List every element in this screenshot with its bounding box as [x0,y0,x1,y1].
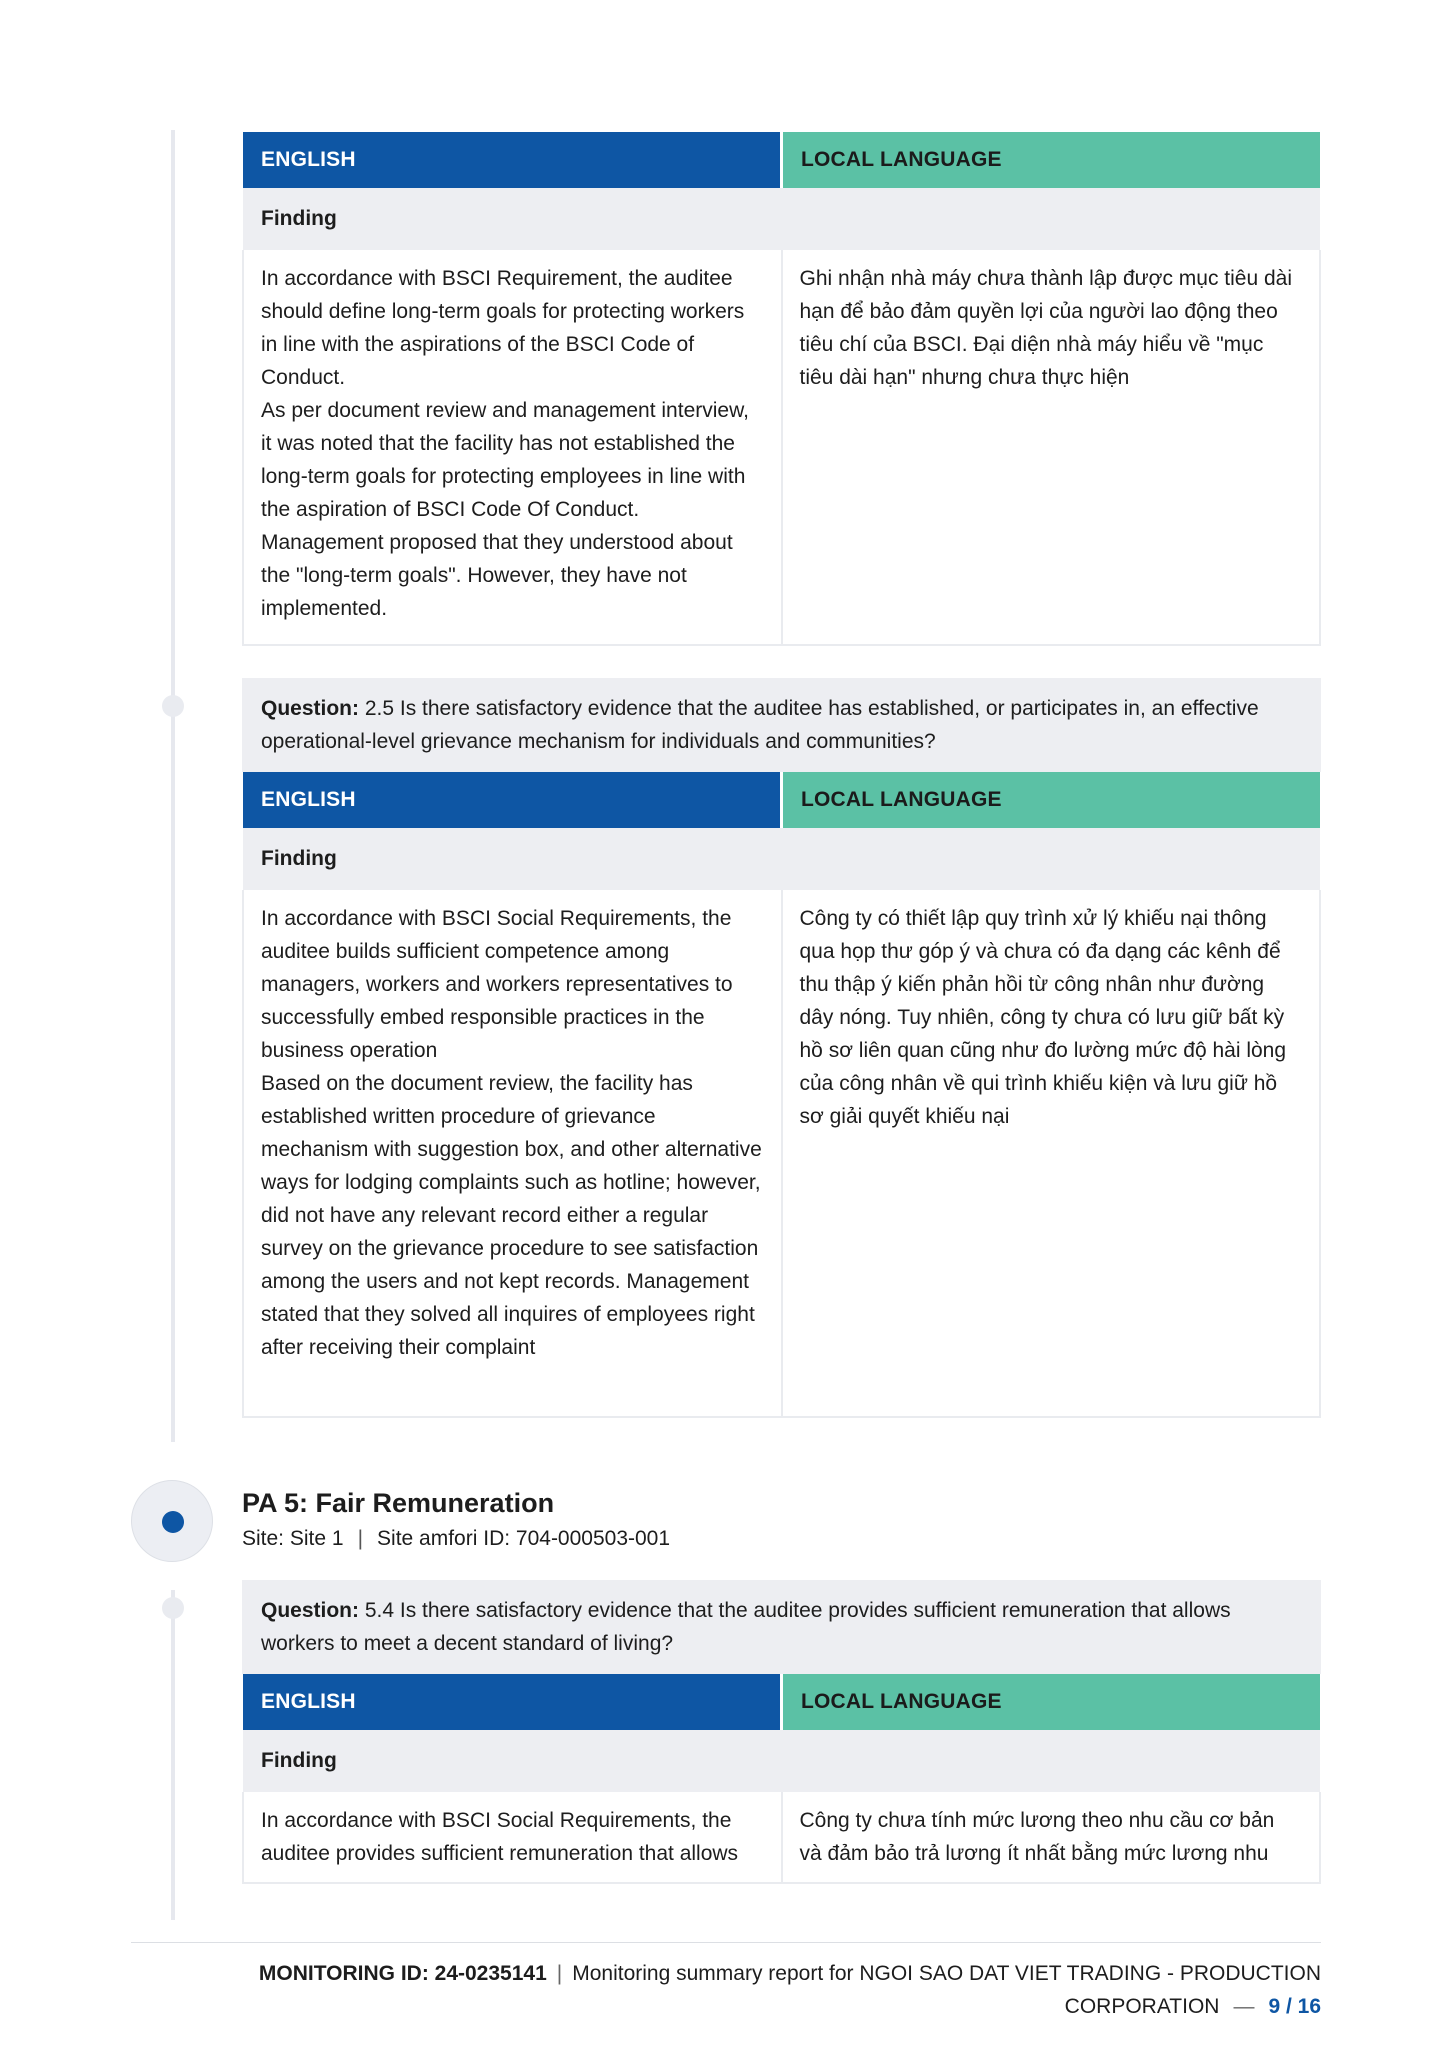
timeline-dot-question-5-4 [162,1597,184,1619]
finding-table-1 [242,132,1321,646]
finding-label: Finding [243,828,1320,890]
question-text [242,1580,1321,1674]
footer-line-1 [180,1957,1321,1990]
question-body: 5.4 Is there satisfactory evidence that the auditee provides sufficient remuneration that allows workers to meet a decent standard of living? [261,1599,1231,1655]
timeline-dot-question-2-5 [162,695,184,717]
english-header: ENGLISH [243,132,782,188]
question-label: Question: [261,1599,359,1622]
page-number: 9 / 16 [1268,1995,1321,2018]
footer-line-2 [180,1990,1321,2023]
timeline-line-upper [171,130,175,1442]
question-label: Question: [261,697,359,720]
local-finding-text: Công ty có thiết lập quy trình xử lý khiếu nại thông qua họp thư góp ý và chưa có đa dạng các kênh để thu thập ý kiến phản hồi từ công nhân như đường dây nóng. Tuy nhiên, công ty chưa có lưu giữ bất kỳ hồ sơ liên quan cũng như đo lường mức độ hài lòng của công nhân về qui trình khiếu kiện và lưu giữ hồ sơ giải quyết khiếu nại [782,890,1321,1417]
section-marker-dot [162,1511,184,1533]
finding-label: Finding [243,1730,1320,1792]
finding-table-2 [242,772,1321,1418]
footer-separator: | [556,1962,563,1985]
finding-block-1 [242,132,1321,646]
section-site-info [242,1527,670,1551]
local-language-header: LOCAL LANGUAGE [782,772,1321,828]
footer-dash: — [1233,1995,1255,2018]
site-label: Site: Site 1 [242,1527,344,1550]
english-header: ENGLISH [243,1674,782,1730]
question-body: 2.5 Is there satisfactory evidence that the auditee has established, or participates in, an effective operational-level grievance mechanism for individuals and communities? [261,697,1259,753]
english-finding-text: In accordance with BSCI Social Requirements, the auditee builds sufficient competence among managers, workers and workers representatives to successfully embed responsible practices in the business operation Based on the document review, the facility has established written procedure of grievance mechanism with suggestion box, and other alternative ways for lodging complaints such as hotline; however, did not have any relevant record either a regular survey on the grievance procedure to see satisfaction among the users and not kept records. Management stated that they solved all inquires of employees right after receiving their complaint [243,890,782,1417]
site-id-label: Site amfori ID: 704-000503-001 [377,1527,671,1550]
site-separator: | [357,1527,364,1550]
section-title: PA 5: Fair Remuneration [242,1488,555,1518]
question-block-5-4 [242,1580,1321,1884]
question-block-2-5 [242,678,1321,1418]
page-footer [180,1957,1321,2023]
section-marker [131,1480,213,1562]
local-language-header: LOCAL LANGUAGE [782,132,1321,188]
local-finding-text: Ghi nhận nhà máy chưa thành lập được mục tiêu dài hạn để bảo đảm quyền lợi của người lao động theo tiêu chí của BSCI. Đại diện nhà máy hiểu về "mục tiêu dài hạn" nhưng chưa thực hiện [782,250,1321,645]
footer-divider [131,1942,1321,1943]
monitoring-id: MONITORING ID: 24-0235141 [258,1962,547,1985]
local-finding-text: Công ty chưa tính mức lương theo nhu cầu cơ bản và đảm bảo trả lương ít nhất bằng mức lương nhu [782,1792,1321,1883]
report-title-line-1: Monitoring summary report for NGOI SAO DAT VIET TRADING - PRODUCTION [572,1962,1321,1985]
english-header: ENGLISH [243,772,782,828]
local-language-header: LOCAL LANGUAGE [782,1674,1321,1730]
english-finding-text: In accordance with BSCI Requirement, the auditee should define long-term goals for protecting workers in line with the aspirations of the BSCI Code of Conduct. As per document review and management interview, it was noted that the facility has not established the long-term goals for protecting employees in line with the aspiration of BSCI Code Of Conduct. Management proposed that they understood about the "long-term goals". However, they have not implemented. [243,250,782,645]
english-finding-text: In accordance with BSCI Social Requirements, the auditee provides sufficient remuneration that allows [243,1792,782,1883]
question-text [242,678,1321,772]
finding-table-3 [242,1674,1321,1884]
report-title-line-2: CORPORATION [1064,1995,1220,2018]
finding-label: Finding [243,188,1320,250]
timeline-line-lower [171,1590,175,1920]
